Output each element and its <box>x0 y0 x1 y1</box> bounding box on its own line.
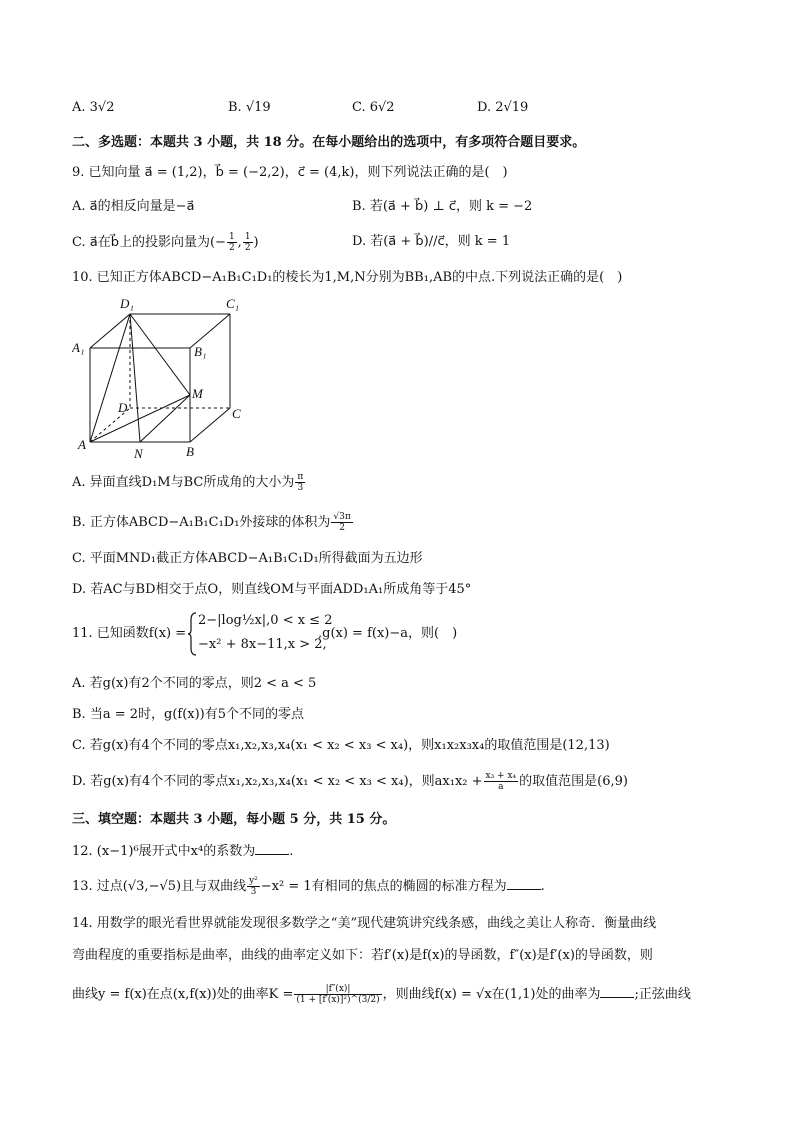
question-11-option-a: A. 若g(x)有2个不同的零点，则2 < a < 5 <box>72 676 317 691</box>
fraction-numerator: |f″(x)| <box>294 984 381 995</box>
fraction-numerator: 1 <box>244 232 251 242</box>
question-9-option-b: B. 若(a⃗ + b⃗) ⊥ c⃗，则 k = −2 <box>352 199 533 214</box>
question-12 <box>72 842 293 862</box>
question-9-option-c: C. a⃗在b⃗上的投影向量为(− $\frac{1}{2}$ , $\frac{1}{2}$ ) <box>72 232 259 253</box>
question-12-text: 12. (x−1)⁶展开式中x⁴的系数为 <box>72 844 256 859</box>
fraction <box>243 232 253 253</box>
fraction-denominator: 2 <box>228 243 235 253</box>
answer-blank <box>255 842 289 855</box>
question-11-stem-suffix: ,g(x) = f(x)−a，则( ) <box>318 626 458 641</box>
label-n: N <box>134 446 143 461</box>
question-10-option-a-text: A. 异面直线D₁M与BC所成角的大小为 <box>72 475 295 490</box>
question-9-option-a: A. a⃗的相反向量是−a⃗ <box>72 199 195 214</box>
function-piece-1: 2−|log½x|,0 < x ≤ 2 <box>198 613 333 628</box>
label-a: A <box>78 437 86 452</box>
question-11-option-d-text: D. 若g(x)有4个不同的零点x₁,x₂,x₃,x₄(x₁ < x₂ < x₃ < x₄)，则ax₁x₂ + <box>72 774 483 789</box>
label-m: M <box>192 386 203 401</box>
label-a1: A₁ <box>72 340 85 355</box>
fraction <box>484 771 519 792</box>
question-14-line-3-end: ;正弦曲线 <box>634 987 691 1002</box>
fraction <box>295 472 305 493</box>
question-13-text: 13. 过点(√3,−√5)且与双曲线 <box>72 879 247 894</box>
question-10-option-a <box>72 472 306 493</box>
answer-blank <box>600 985 634 998</box>
question-10-option-d: D. 若AC与BD相交于点O，则直线OM与平面ADD₁A₁所成角等于45° <box>72 582 472 597</box>
section-heading-multiple-choice: 二、多选题：本题共 3 小题，共 18 分。在每小题给出的选项中，有多项符合题目要求。 <box>72 135 586 150</box>
cube-figure <box>72 292 262 464</box>
label-b: B <box>186 444 194 459</box>
curvature-fraction <box>294 984 381 1005</box>
question-14-line-1: 14. 用数学的眼光看世界就能发现很多数学之“美”现代建筑讲究线条感，曲线之美让人称奇．衡量曲线 <box>72 916 657 931</box>
question-13-suffix: . <box>540 879 545 894</box>
question-9-option-c-text: C. a⃗在b⃗上的投影向量为(− <box>72 235 226 250</box>
question-10-option-b-text: B. 正方体ABCD−A₁B₁C₁D₁外接球的体积为 <box>72 515 331 530</box>
fraction-denominator: (1 + [f′(x)]²)^(3/2) <box>296 995 380 1005</box>
fraction <box>331 512 352 533</box>
fraction <box>227 232 237 253</box>
q8-option-a: A. 3√2 <box>72 100 115 115</box>
label-c: C <box>232 406 241 421</box>
question-14-line-3 <box>72 984 691 1005</box>
question-9-stem: 9. 已知向量 a⃗ = (1,2)，b⃗ = (−2,2)，c⃗ = (4,k)，则下列说法正确的是( ) <box>72 165 508 180</box>
question-11-stem-prefix: 11. 已知函数f(x) = <box>72 626 187 641</box>
answer-blank <box>507 877 541 890</box>
fraction <box>247 876 260 897</box>
question-11-option-d-suffix: 的取值范围是(6,9) <box>519 774 628 789</box>
question-14-line-3-text: 曲线y = f(x)在点(x,f(x))处的曲率K = <box>72 987 294 1002</box>
label-b1: B₁ <box>194 344 207 359</box>
question-10-option-c: C. 平面MND₁截正方体ABCD−A₁B₁C₁D₁所得截面为五边形 <box>72 551 423 566</box>
brace-icon <box>188 612 198 656</box>
function-piece-2: −x² + 8x−11,x > 2, <box>198 637 327 652</box>
label-d1: D₁ <box>120 296 134 311</box>
question-11-option-b: B. 当a = 2时，g(f(x))有5个不同的零点 <box>72 707 305 722</box>
fraction-denominator: a <box>498 782 504 792</box>
fraction-numerator: π <box>297 472 304 482</box>
question-12-suffix: . <box>289 844 294 859</box>
label-d: D <box>118 400 128 415</box>
question-10-stem: 10. 已知正方体ABCD−A₁B₁C₁D₁的棱长为1,M,N分别为BB₁,AB的中点.下列说法正确的是( ) <box>72 270 623 285</box>
fraction-numerator: 1 <box>228 232 235 242</box>
question-13 <box>72 876 545 897</box>
q8-option-c: C. 6√2 <box>352 100 395 115</box>
question-14-line-2: 弯曲程度的重要指标是曲率，曲线的曲率定义如下：若f′(x)是f(x)的导函数，f″(x)是f′(x)的导函数，则 <box>72 948 653 963</box>
question-11-option-c: C. 若g(x)有4个不同的零点x₁,x₂,x₃,x₄(x₁ < x₂ < x₃ < x₄)，则x₁x₂x₃x₄的取值范围是(12,13) <box>72 738 610 753</box>
q8-option-d: D. 2√19 <box>477 100 529 115</box>
fraction-denominator: 3 <box>250 887 257 897</box>
question-14-line-3-suffix: ，则曲线f(x) = √x在(1,1)处的曲率为 <box>382 987 601 1002</box>
fraction-denominator: 2 <box>339 523 345 533</box>
fraction-numerator: y² <box>249 876 258 886</box>
label-c1: C₁ <box>226 296 240 311</box>
fraction-denominator: 2 <box>244 243 251 253</box>
question-11-option-d <box>72 771 628 792</box>
section-heading-fill-in: 三、填空题：本题共 3 小题，每小题 5 分，共 15 分。 <box>72 812 396 827</box>
question-9-option-d: D. 若(a⃗ + b⃗)//c⃗，则 k = 1 <box>352 234 511 249</box>
fraction-numerator: x₃ + x₄ <box>485 771 517 781</box>
q8-option-b: B. √19 <box>228 100 271 115</box>
fraction-numerator: √3π <box>333 512 351 522</box>
fraction-denominator: 3 <box>297 483 304 493</box>
question-10-option-b <box>72 512 354 533</box>
question-13-middle: −x² = 1有相同的焦点的椭圆的标准方程为 <box>260 879 507 894</box>
